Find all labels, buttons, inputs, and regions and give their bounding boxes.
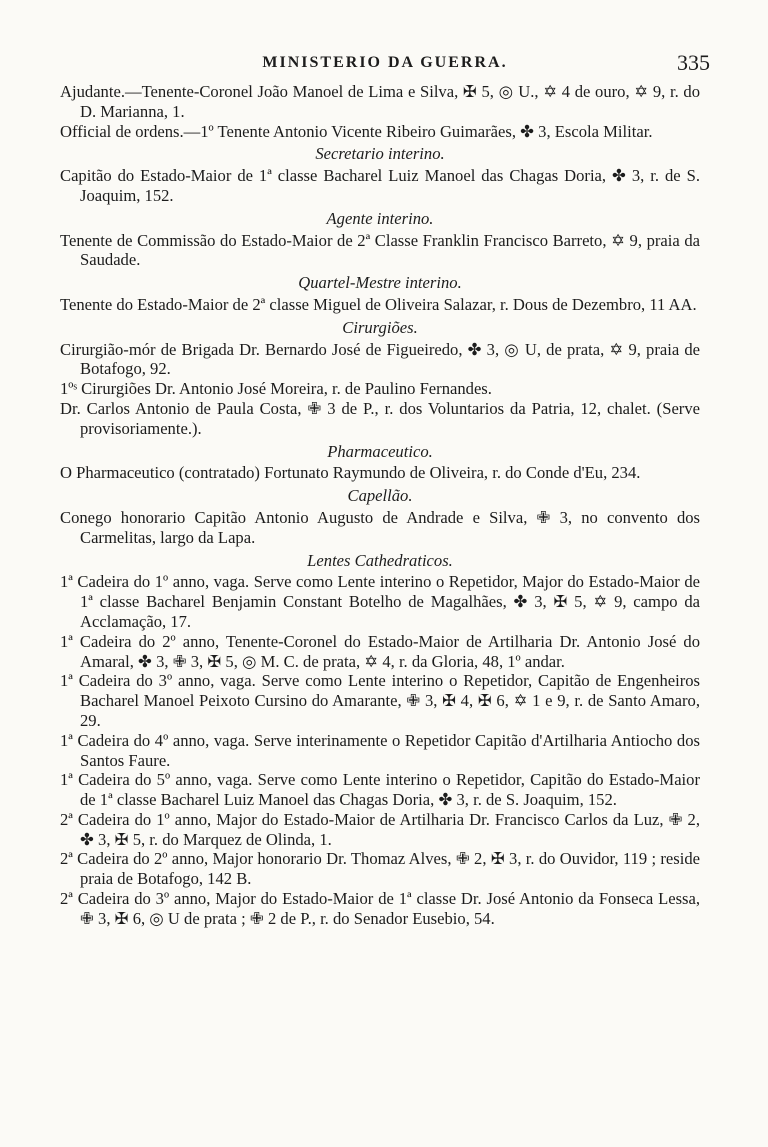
entry-lente-2-1: 2ª Cadeira do 1º anno, Major do Estado-Maior de Artilharia Dr. Francisco Carlos da Luz, ✙ 2, ✤ 3, ✠ 5, r. do Marquez de Olinda, 1. <box>60 809 700 849</box>
entry-capellao: Conego honorario Capitão Antonio Augusto de Andrade e Silva, ✙ 3, no convento dos Carmelitas, largo da Lapa. <box>60 507 700 547</box>
entry-cirurgiao-mor: Cirurgião-mór de Brigada Dr. Bernardo José de Figueiredo, ✤ 3, ◎ U, de prata, ✡ 9, praia de Botafogo, 92. <box>60 339 700 379</box>
section-heading-secretario: Secretario interino. <box>315 144 445 164</box>
entry-lente-2-3: 2ª Cadeira do 3º anno, Major do Estado-Maior de 1ª classe Dr. José Antonio da Fonseca Lessa, ✙ 3, ✠ 6, ◎ U de prata ; ✙ 2 de P., r. do Senador Eusebio, 54. <box>60 889 700 928</box>
entry-official-de-ordens: Official de ordens.—1º Tenente Antonio Vicente Ribeiro Guimarães, ✤ 3, Escola Militar. <box>60 121 653 141</box>
page-number: 335 <box>677 50 710 75</box>
section-heading-agente: Agente interino. <box>326 208 434 228</box>
entry-lente-1-3: 1ª Cadeira do 3º anno, vaga. Serve como Lente interino o Repetidor, Capitão de Engenheiros Bacharel Manoel Peixoto Cursino do Amarante, ✙ 3, ✠ 4, ✠ 6, ✡ 1 e 9, r. de Santo Amaro, 29. <box>60 671 700 730</box>
section-heading-cirurgioes: Cirurgiões. <box>342 317 418 337</box>
running-title: MINISTERIO DA GUERRA. <box>262 54 508 71</box>
page-body <box>60 82 700 929</box>
section-heading-lentes: Lentes Cathedraticos. <box>307 550 453 570</box>
entry-primeiros-cirurgioes: 1ºˢ Cirurgiões Dr. Antonio José Moreira, r. de Paulino Fernandes. <box>60 379 492 399</box>
entry-pharmaceutico: O Pharmaceutico (contratado) Fortunato Raymundo de Oliveira, r. do Conde d'Eu, 234. <box>60 463 641 483</box>
page-header <box>60 48 710 78</box>
entry-agente: Tenente de Commissão do Estado-Maior de 2ª Classe Franklin Francisco Barreto, ✡ 9, praia da Saudade. <box>60 230 700 270</box>
section-heading-quartel-mestre: Quartel-Mestre interino. <box>298 273 462 293</box>
entry-dr-carlos-antonio: Dr. Carlos Antonio de Paula Costa, ✙ 3 de P., r. dos Voluntarios da Patria, 12, chalet. (Serve provisoriamente.). <box>60 398 700 438</box>
entry-ajudante: Ajudante.—Tenente-Coronel João Manoel de Lima e Silva, ✠ 5, ◎ U., ✡ 4 de ouro, ✡ 9, r. do D. Marianna, 1. <box>60 82 700 121</box>
entry-quartel-mestre: Tenente do Estado-Maior de 2ª classe Miguel de Oliveira Salazar, r. Dous de Dezembro, 11 AA. <box>60 294 697 314</box>
section-heading-pharmaceutico: Pharmaceutico. <box>327 441 433 461</box>
entry-lente-1-5: 1ª Cadeira do 5º anno, vaga. Serve como Lente interino o Repetidor, Capitão do Estado-Maior de 1ª classe Bacharel Luiz Manoel das Chagas Doria, ✤ 3, r. de S. Joaquim, 152. <box>60 770 700 810</box>
entry-lente-2-2: 2ª Cadeira do 2º anno, Major honorario Dr. Thomaz Alves, ✙ 2, ✠ 3, r. do Ouvidor, 119 ; reside praia de Botafogo, 142 B. <box>60 849 700 889</box>
entry-lente-1-2: 1ª Cadeira do 2º anno, Tenente-Coronel do Estado-Maior de Artilharia Dr. Antonio José do Amaral, ✤ 3, ✙ 3, ✠ 5, ◎ M. C. de prata, ✡ 4, r. da Gloria, 48, 1º andar. <box>60 631 700 671</box>
entry-secretario: Capitão do Estado-Maior de 1ª classe Bacharel Luiz Manoel das Chagas Doria, ✤ 3, r. de S. Joaquim, 152. <box>60 166 700 205</box>
entry-lente-1-4: 1ª Cadeira do 4º anno, vaga. Serve interinamente o Repetidor Capitão d'Artilharia Antiocho dos Santos Faure. <box>60 730 700 770</box>
entry-lente-1-1: 1ª Cadeira do 1º anno, vaga. Serve como Lente interino o Repetidor, Major do Estado-Maior de 1ª classe Bacharel Benjamin Constant Botelho de Magalhães, ✤ 3, ✠ 5, ✡ 9, campo da Acclamação, 17. <box>60 572 700 631</box>
section-heading-capellao: Capellão. <box>347 486 413 506</box>
